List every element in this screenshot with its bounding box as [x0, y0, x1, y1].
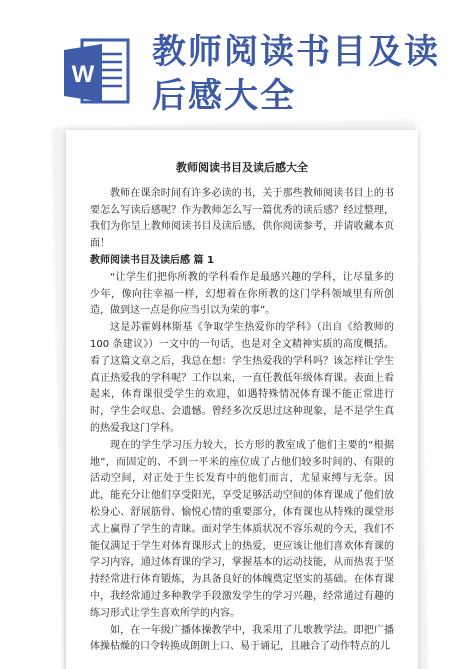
banner-title: 教师阅读书目及读后感大全 [152, 32, 440, 116]
paragraph: “让学生们把你所教的学科看作是最感兴趣的学科，让尽量多的少年，像向往幸福一样，幻想着在你所教的这门学科领域里有所创造，做到这一点是你应当引以为荣的事”。 [90, 271, 394, 317]
document-body [90, 160, 394, 656]
document-page [66, 130, 418, 669]
word-document-icon [62, 38, 132, 108]
paragraph: 如，在一年级广播体操教学中，我采用了儿歌教学法。即把广播体操枯燥的口令转换成朗朗上口、易于诵记，且融合了动作特点的儿 [90, 624, 394, 653]
document-paragraphs [90, 186, 394, 656]
paragraph: 现在的学生学习压力较大，长方形的教室成了他们主要的“根据地”，而固定的、不到一平米的座位成了占他们较多时间的、有限的活动空间，对正处于生长发育中的他们而言，尤显束缚与无奈。因此，能充分让他们享受阳光，享受足够活动空间的体育课成了他们放松身心、舒展筋骨、愉悦心情的重要部分，体育课也从特殊的课堂形式上赢得了学生的青睐。面对学生体质状况不容乐观的今天，我们不能仅满足于学生对体育课形式上的热爱，更应该让他们喜欢体育课的学习内容，通过体育课的学习，掌握基本的运动技能，从而热衷于坚持经常进行体育锻炼，为具备良好的体魄奠定坚实的基础。在体育课中，我经常通过多种教学手段激发学生的学习兴趣，经常通过有趣的练习形式让学生喜欢所学的内容。 [90, 439, 394, 619]
document-title: 教师阅读书目及读后感大全 [176, 161, 308, 174]
paragraph: 这是苏霍姆林斯基《争取学生热爱你的学科》（出自《给教师的100 条建议》）一文中的一句话，也是对全文精神实质的高度概括。看了这篇文章之后，我总在想：学生热爱我的学科吗？该怎样让学生真正热爱我的学科呢？工作以来，一直任教低年级体育课。表面上看起来，体育课很受学生的欢迎，如遇特殊情况体育课不能正常进行时，学生会叹息、会遗憾。曾经多次反思过这种现象，是不是学生真的热爱我这门学科。 [90, 322, 394, 434]
paragraph: 教师在课余时间有许多必读的书，关于那些教师阅读书目上的书要怎么写读后感呢？作为教师怎么写一篇优秀的读后感？经过整理，我们为你呈上教师阅读书目及读后感，供你阅读参考，并请收藏本页面！ [90, 187, 394, 250]
section-heading: 教师阅读书目及读后感 篇 1 [90, 254, 214, 266]
svg-text:W: W [71, 61, 95, 88]
